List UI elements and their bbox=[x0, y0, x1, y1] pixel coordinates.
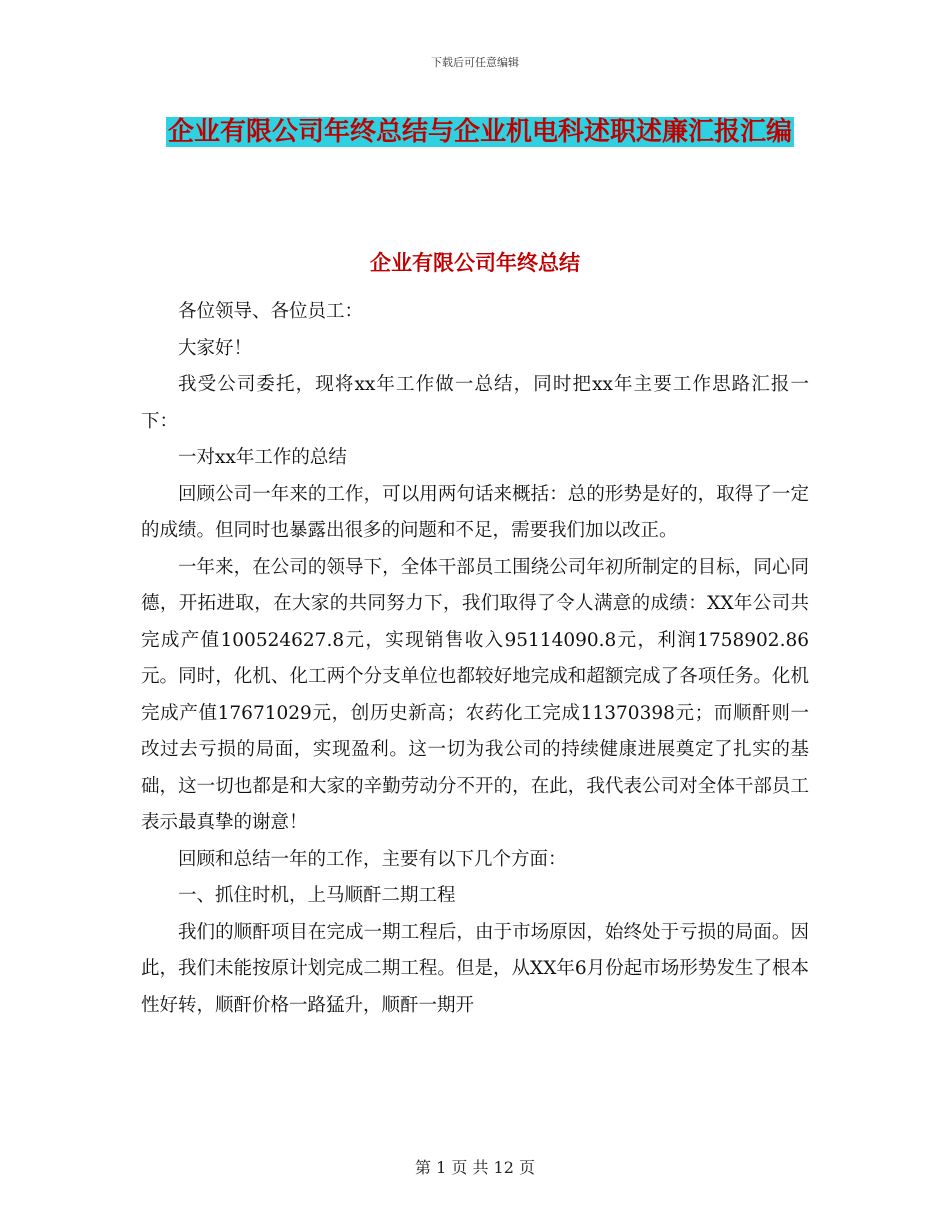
paragraph: 回顾公司一年来的工作，可以用两句话来概括：总的形势是好的，取得了一定的成绩。但同时也暴露出很多的问题和不足，需要我们加以改正。 bbox=[141, 483, 809, 541]
paragraph: 我们的顺酐项目在完成一期工程后，由于市场原因，始终处于亏损的局面。因此，我们未能按原计划完成二期工程。但是，从XX年6月份起市场形势发生了根本性好转，顺酐价格一路猛升，顺酐一期开 bbox=[141, 921, 809, 1016]
paragraph: 各位领导、各位员工： bbox=[178, 301, 364, 322]
paragraph: 一年来，在公司的领导下，全体干部员工围绕公司年初所制定的目标，同心同德，开拓进取，在大家的共同努力下，我们取得了令人满意的成绩：XX年公司共完成产值100524627.8元，实现销售收入95114090.8元，利润1758902.86元。同时，化机、化工两个分支单位也都较好地完成和超额完成了各项任务。化机完成产值17671029元，创历史新高；农药化工完成11370398元；而顺酐则一改过去亏损的局面，实现盈利。这一切为我公司的持续健康进展奠定了扎实的基础，这一切也都是和大家的辛勤劳动分不开的，在此，我代表公司对全体干部员工表示最真挚的谢意！ bbox=[141, 556, 809, 833]
page-footer: 第 1 页 共 12 页 bbox=[415, 1158, 535, 1177]
paragraph: 大家好！ bbox=[178, 337, 253, 359]
paragraph: 一、抓住时机，上马顺酐二期工程 bbox=[178, 885, 456, 906]
document-body bbox=[141, 294, 809, 1024]
section-title: 企业有限公司年终总结 bbox=[370, 251, 580, 275]
paragraph: 我受公司委托，现将xx年工作做一总结，同时把xx年主要工作思路汇报一下： bbox=[141, 374, 809, 432]
paragraph: 一对xx年工作的总结 bbox=[178, 447, 347, 468]
document-title bbox=[140, 110, 820, 154]
page-header: 下载后可任意编辑 bbox=[431, 56, 519, 69]
paragraph: 回顾和总结一年的工作，主要有以下几个方面： bbox=[178, 848, 567, 870]
title-highlight: 企业有限公司年终总结与企业机电科述职述廉汇报汇编 bbox=[167, 117, 792, 147]
